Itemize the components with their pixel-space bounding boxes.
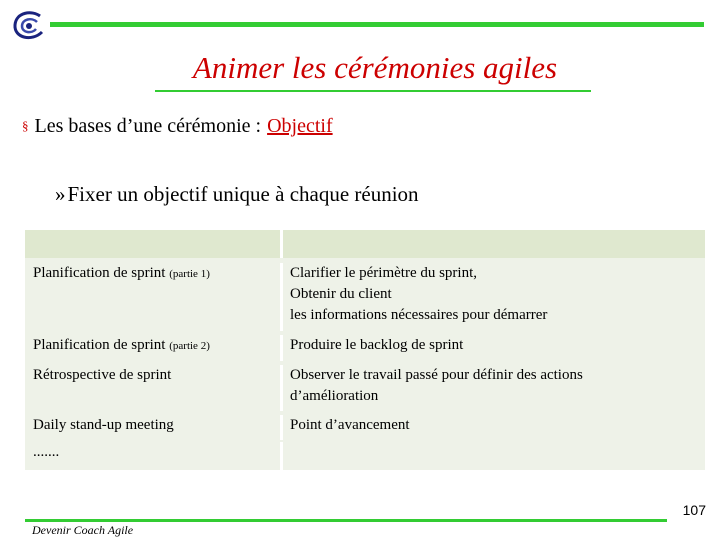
objective-cell — [283, 442, 705, 470]
ceremony-name: Rétrospective de sprint — [33, 367, 172, 383]
objective-cell — [283, 365, 705, 411]
footer-caption: Devenir Coach Agile — [32, 523, 134, 537]
table-row — [25, 361, 705, 411]
bottom-divider — [25, 519, 667, 522]
slide-title: Animer les cérémonies agiles — [192, 50, 558, 85]
sub-bullet — [55, 182, 419, 207]
objective-line: Point d’avancement — [290, 417, 410, 433]
header-cell — [25, 230, 283, 258]
ceremony-name-cell — [25, 415, 283, 440]
objective-line: Obtenir du client — [290, 286, 392, 302]
ceremony-name: ....... — [33, 444, 60, 460]
ceremony-name-cell — [25, 335, 283, 361]
swirl-logo-icon — [10, 8, 48, 46]
title-underline — [155, 90, 591, 92]
objective-line: Produire le backlog de sprint — [290, 337, 464, 353]
page-number: 107 — [682, 502, 706, 518]
ceremony-name: Planification de sprint — [33, 337, 166, 353]
objective-cell — [283, 263, 705, 331]
top-divider — [50, 22, 704, 27]
main-bullet — [22, 115, 333, 138]
ceremony-name: Planification de sprint — [33, 265, 166, 281]
bullet-marker: § — [22, 117, 29, 133]
bullet-text: Les bases d’une cérémonie : — [34, 115, 262, 137]
ceremony-name-cell — [25, 442, 283, 470]
ceremony-name: Daily stand-up meeting — [33, 417, 174, 433]
ceremony-name-cell — [25, 365, 283, 411]
ceremony-part: (partie 2) — [169, 340, 210, 352]
sub-text: Fixer un objectif unique à chaque réunion — [67, 182, 419, 206]
objective-cell — [283, 335, 705, 361]
ceremony-name-cell — [25, 263, 283, 331]
table-row — [25, 440, 705, 470]
sub-marker: » — [55, 182, 66, 206]
table-row — [25, 411, 705, 440]
objective-line: Observer le travail passé pour définir des actions — [290, 367, 583, 383]
table-row — [25, 258, 705, 331]
table-header — [25, 230, 705, 258]
ceremony-table — [25, 230, 705, 470]
objective-cell — [283, 415, 705, 440]
objective-line: Clarifier le périmètre du sprint, — [290, 265, 478, 281]
objective-line: les informations nécessaires pour démarrer — [290, 307, 548, 323]
bullet-accent: Objectif — [267, 115, 333, 137]
ceremony-part: (partie 1) — [169, 268, 210, 280]
header-cell — [283, 230, 705, 258]
table-row — [25, 331, 705, 361]
objective-line: d’amélioration — [290, 388, 379, 404]
